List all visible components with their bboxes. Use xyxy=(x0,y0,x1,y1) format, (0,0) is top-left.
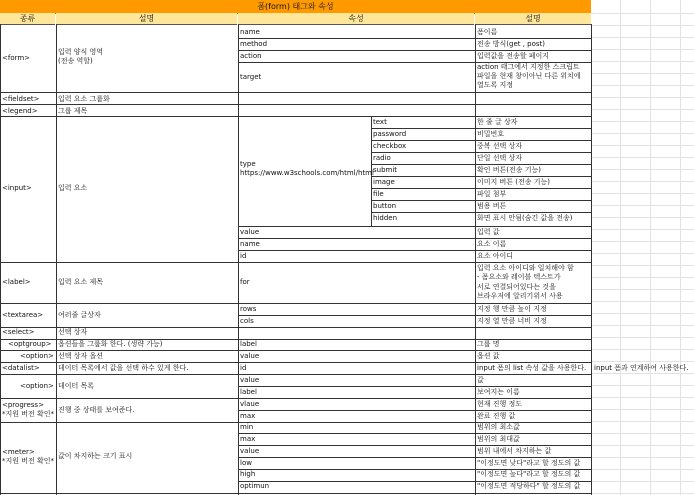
grid-line-horizontal xyxy=(591,325,694,326)
grid-line-horizontal xyxy=(238,250,591,251)
grid-line-horizontal xyxy=(238,315,591,316)
grid-line-horizontal xyxy=(591,61,694,62)
attribute-description-cell[interactable]: 전송 방식(get , post) xyxy=(477,40,546,48)
header-attribute[interactable]: 속성 xyxy=(238,13,474,25)
grid-line-horizontal xyxy=(591,313,694,314)
attribute-description-cell[interactable]: 요소 아이디 xyxy=(477,252,514,260)
attribute-description-cell[interactable]: 파일 첨부 xyxy=(477,190,507,198)
grid-line-vertical xyxy=(591,24,592,495)
grid-line-horizontal xyxy=(0,116,591,117)
tag-cell[interactable]: <legend> xyxy=(2,107,38,115)
attribute-description-cell[interactable]: 범용 버튼 xyxy=(477,202,507,210)
grid-line-horizontal xyxy=(591,13,694,14)
input-type-cell[interactable]: hidden xyxy=(373,214,398,222)
grid-line-vertical xyxy=(238,24,239,495)
grid-line-horizontal xyxy=(371,128,591,129)
grid-line-horizontal xyxy=(591,241,694,242)
sheet-title[interactable]: 폼(form) 태그와 속성 xyxy=(0,0,591,14)
attribute-cell[interactable]: name xyxy=(240,28,260,36)
header-attr-description[interactable]: 설명 xyxy=(475,13,591,25)
attribute-description-cell[interactable]: 입력 요소 아이디와 일치해야 함 xyxy=(477,264,574,272)
grid-line-horizontal xyxy=(591,97,694,98)
attribute-description-cell[interactable]: 비밀번호 xyxy=(477,130,505,138)
grid-line-horizontal xyxy=(0,374,591,375)
input-type-cell[interactable]: password xyxy=(373,130,407,138)
grid-line-horizontal xyxy=(591,253,694,254)
attribute-description-cell[interactable]: 열도록 지정 xyxy=(477,81,514,89)
grid-line-horizontal xyxy=(591,409,694,410)
grid-line-horizontal xyxy=(371,176,591,177)
attribute-description-cell[interactable]: 단일 선택 상자 xyxy=(477,154,523,162)
attribute-cell[interactable]: type xyxy=(240,160,256,168)
attribute-cell[interactable]: label xyxy=(240,388,257,396)
grid-line-horizontal xyxy=(0,262,591,263)
attribute-cell[interactable]: target xyxy=(240,73,262,81)
grid-line-vertical xyxy=(0,24,1,495)
grid-line-horizontal xyxy=(591,181,694,182)
description-cell[interactable]: 데이터 목록에서 값을 선택 하수 있게 한다. xyxy=(58,364,189,372)
grid-line-horizontal xyxy=(0,350,591,351)
attribute-cell[interactable]: https://www.w3schools.com/html/html xyxy=(240,169,374,177)
grid-line-horizontal xyxy=(591,445,694,446)
tag-cell[interactable]: <select> xyxy=(2,328,35,336)
grid-line-horizontal xyxy=(238,238,591,239)
attribute-description-cell[interactable]: 범위의 최대값 xyxy=(477,435,520,443)
attribute-description-cell[interactable]: "이정도면 높다"라고 할 정도의 값 xyxy=(477,470,581,478)
grid-line-horizontal xyxy=(591,433,694,434)
grid-line-vertical xyxy=(650,0,651,495)
attribute-description-cell[interactable]: 현재 진행 정도 xyxy=(477,400,523,408)
attribute-cell[interactable]: max xyxy=(240,412,256,420)
attribute-description-cell[interactable]: 파일을 현재 창이아닌 다른 위치에 xyxy=(477,72,581,80)
grid-line-horizontal xyxy=(0,493,591,494)
attribute-description-cell[interactable]: "이정도면 적당하다" 할 정도의 값 xyxy=(477,482,581,490)
tag-cell[interactable]: <option> xyxy=(20,382,54,390)
grid-line-horizontal xyxy=(591,73,694,74)
input-type-cell[interactable]: radio xyxy=(373,154,391,162)
description-cell[interactable]: 입력 요소 제목 xyxy=(58,278,104,286)
attribute-description-cell[interactable]: 이미지 버튼 (전송 기능) xyxy=(477,178,550,186)
input-type-cell[interactable]: text xyxy=(373,118,387,126)
grid-line-horizontal xyxy=(591,121,694,122)
grid-line-horizontal xyxy=(591,301,694,302)
grid-line-horizontal xyxy=(591,349,694,350)
grid-line-horizontal xyxy=(591,469,694,470)
attribute-cell[interactable]: optimun xyxy=(240,482,270,490)
grid-line-horizontal xyxy=(591,361,694,362)
tag-cell[interactable]: <progress> xyxy=(2,401,44,409)
attribute-description-cell[interactable]: 폼이름 xyxy=(477,28,498,36)
attribute-description-cell[interactable]: 옵션 값 xyxy=(477,352,500,360)
attribute-description-cell[interactable]: - 폼요소와 레이블 텍스트가 xyxy=(477,273,561,281)
input-type-cell[interactable]: image xyxy=(373,178,395,186)
grid-line-horizontal xyxy=(591,85,694,86)
description-cell[interactable]: (전송 역할) xyxy=(58,57,93,65)
attribute-cell[interactable]: id xyxy=(240,364,247,372)
grid-line-horizontal xyxy=(591,289,694,290)
grid-line-horizontal xyxy=(238,410,591,411)
tag-cell[interactable]: <label> xyxy=(2,278,31,286)
attribute-description-cell[interactable]: 브라우저에 알리기위서 사용 xyxy=(477,292,563,300)
description-cell[interactable]: 여러줄 글상자 xyxy=(58,311,101,319)
input-type-cell[interactable]: submit xyxy=(373,166,398,174)
grid-line-horizontal xyxy=(0,362,591,363)
attribute-cell[interactable]: min xyxy=(240,423,254,431)
attribute-description-cell[interactable]: action 태그에서 지정한 스크립트 xyxy=(477,63,580,71)
description-cell[interactable]: 선택 상자 옵션 xyxy=(58,352,104,360)
grid-line-horizontal xyxy=(591,133,694,134)
attribute-description-cell[interactable]: 중복 선택 상자 xyxy=(477,142,523,150)
grid-line-horizontal xyxy=(591,265,694,266)
attribute-cell[interactable]: method xyxy=(240,40,268,48)
attribute-description-cell[interactable]: 요소 이름 xyxy=(477,240,507,248)
grid-line-horizontal xyxy=(371,152,591,153)
grid-line-horizontal xyxy=(238,386,591,387)
description-cell[interactable]: 값이 차지하는 크기 표시 xyxy=(58,452,133,460)
grid-line-horizontal xyxy=(0,327,591,328)
grid-line-horizontal xyxy=(591,169,694,170)
grid-line-horizontal xyxy=(591,373,694,374)
attribute-description-cell[interactable]: 범위의 최소값 xyxy=(477,423,520,431)
grid-line-horizontal xyxy=(0,398,591,399)
tag-cell[interactable]: <fieldset> xyxy=(2,95,40,103)
side-note[interactable]: input 폼과 연계하여 사용한다. xyxy=(594,364,689,372)
attribute-cell[interactable]: high xyxy=(240,470,256,478)
attribute-description-cell[interactable]: 값 xyxy=(477,376,484,384)
attribute-description-cell[interactable]: 완료 진행 값 xyxy=(477,412,516,420)
grid-line-horizontal xyxy=(238,50,591,51)
grid-line-horizontal xyxy=(371,188,591,189)
attribute-description-cell[interactable]: 입력 값 xyxy=(477,228,500,236)
grid-line-horizontal xyxy=(591,421,694,422)
grid-line-horizontal xyxy=(591,337,694,338)
attribute-cell[interactable]: value xyxy=(240,376,260,384)
attribute-cell[interactable]: value xyxy=(240,352,260,360)
attribute-cell[interactable]: vlaue xyxy=(240,400,260,408)
grid-line-horizontal xyxy=(591,397,694,398)
attribute-description-cell[interactable]: 확인 버튼(전송 기능) xyxy=(477,166,542,174)
grid-line-horizontal xyxy=(371,140,591,141)
attribute-cell[interactable]: cols xyxy=(240,317,254,325)
attribute-description-cell[interactable]: 범위 내에서 차지하는 값 xyxy=(477,447,552,455)
description-cell[interactable]: 옵션들을 그룹화 한다. (생략 가능) xyxy=(58,340,163,348)
attribute-description-cell[interactable]: 입력값을 전송할 페이지 xyxy=(477,52,550,60)
grid-line-horizontal xyxy=(238,38,591,39)
tag-cell[interactable]: <optgroup> xyxy=(8,340,52,348)
grid-line-horizontal xyxy=(371,164,591,165)
attribute-cell[interactable]: action xyxy=(240,52,262,60)
grid-line-horizontal xyxy=(238,226,591,227)
grid-line-horizontal xyxy=(591,481,694,482)
grid-line-horizontal xyxy=(0,104,591,105)
tag-cell[interactable]: <meter> xyxy=(2,448,35,456)
grid-line-horizontal xyxy=(591,457,694,458)
grid-line-horizontal xyxy=(0,303,591,304)
grid-line-horizontal xyxy=(591,145,694,146)
grid-line-horizontal xyxy=(591,385,694,386)
grid-line-horizontal xyxy=(238,445,591,446)
grid-line-horizontal xyxy=(591,193,694,194)
tag-cell[interactable]: <form> xyxy=(2,54,31,62)
description-cell[interactable]: 입력 요소 그룹화 xyxy=(58,95,110,103)
description-cell[interactable]: 그룹 제목 xyxy=(58,107,88,115)
grid-line-vertical xyxy=(475,24,476,495)
tag-cell[interactable]: *지원 버전 확인* xyxy=(2,457,55,465)
attribute-description-cell[interactable]: "이정도면 낮다"라고 할 정도의 값 xyxy=(477,459,581,467)
grid-line-vertical xyxy=(620,0,621,495)
grid-line-horizontal xyxy=(591,229,694,230)
header-description[interactable]: 설명 xyxy=(56,13,237,25)
grid-line-vertical xyxy=(680,0,681,495)
grid-line-horizontal xyxy=(591,217,694,218)
attribute-description-cell[interactable]: 지정 열 만큼 너비 지정 xyxy=(477,317,547,325)
grid-line-horizontal xyxy=(591,109,694,110)
grid-line-horizontal xyxy=(591,205,694,206)
description-cell[interactable]: 진행 중 상태를 보여준다. xyxy=(58,406,135,414)
grid-line-horizontal xyxy=(591,37,694,38)
attribute-cell[interactable]: value xyxy=(240,228,260,236)
tag-cell[interactable]: <option> xyxy=(20,352,54,360)
attribute-cell[interactable]: name xyxy=(240,240,260,248)
header-type[interactable]: 종류 xyxy=(0,13,55,25)
attribute-cell[interactable]: rows xyxy=(240,305,257,313)
attribute-description-cell[interactable]: input 폼의 list 속성 값을 사용한다. xyxy=(477,364,587,372)
grid-line-horizontal xyxy=(591,157,694,158)
description-cell[interactable]: 입력 양식 영역 xyxy=(58,48,104,56)
input-type-cell[interactable]: checkbox xyxy=(373,142,407,150)
grid-line-horizontal xyxy=(591,25,694,26)
grid-line-horizontal xyxy=(238,433,591,434)
description-cell[interactable]: 선택 상자 xyxy=(58,328,88,336)
tag-cell[interactable]: <textarea> xyxy=(2,311,44,319)
attribute-cell[interactable]: low xyxy=(240,459,252,467)
input-type-cell[interactable]: button xyxy=(373,202,397,210)
tag-cell[interactable]: *지원 버전 확인* xyxy=(2,410,55,418)
attribute-description-cell[interactable]: 서로 연결되어있다는 것을 xyxy=(477,283,556,291)
attribute-cell[interactable]: label xyxy=(240,340,257,348)
description-cell[interactable]: 입력 요소 xyxy=(58,184,88,192)
tag-cell[interactable]: <input> xyxy=(2,184,32,192)
attribute-cell[interactable]: max xyxy=(240,435,256,443)
attribute-description-cell[interactable]: 보여지는 이름 xyxy=(477,388,520,396)
attribute-cell[interactable]: value xyxy=(240,447,260,455)
grid-line-horizontal xyxy=(371,212,591,213)
input-type-cell[interactable]: file xyxy=(373,190,384,198)
attribute-description-cell[interactable]: 화면 표시 안됨(숨긴 값을 전송) xyxy=(477,214,573,222)
grid-line-horizontal xyxy=(0,92,591,93)
tag-cell[interactable]: <datalist> xyxy=(2,364,40,372)
grid-line-horizontal xyxy=(591,49,694,50)
attribute-description-cell[interactable]: 한 줄 글 상자 xyxy=(477,118,518,126)
grid-line-horizontal xyxy=(591,277,694,278)
grid-line-horizontal xyxy=(238,457,591,458)
grid-line-vertical xyxy=(56,24,57,495)
attribute-cell[interactable]: id xyxy=(240,252,247,260)
attribute-description-cell[interactable]: 그룹 명 xyxy=(477,340,500,348)
grid-line-horizontal xyxy=(591,493,694,494)
description-cell[interactable]: 데이터 목록 xyxy=(58,382,95,390)
attribute-cell[interactable]: for xyxy=(240,278,250,286)
grid-line-horizontal xyxy=(371,200,591,201)
attribute-description-cell[interactable]: 지정 행 만큼 높이 지정 xyxy=(477,305,547,313)
